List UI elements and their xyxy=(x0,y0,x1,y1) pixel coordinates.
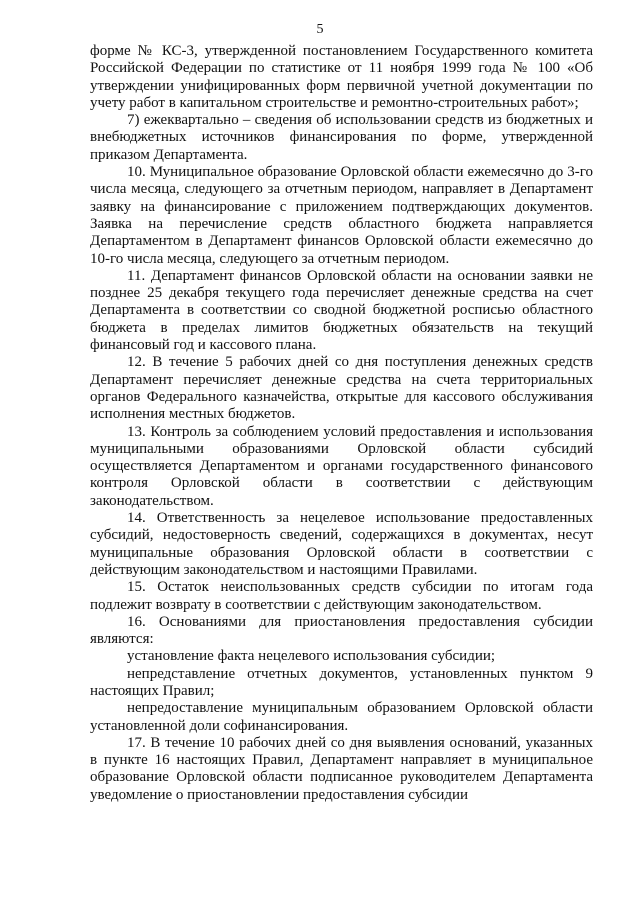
paragraph-clause-16-ground-3: непредоставление муниципальным образованием Орловской области установленной доли софинансирования. xyxy=(90,700,593,734)
paragraph-clause-17: 17. В течение 10 рабочих дней со дня выявления оснований, указанных в пункте 16 настоящих Правил, Департамент направляет в муниципальное образование Орловской области подписанное руководителем Департамента уведомление о приостановлении предоставления субсидии xyxy=(90,734,593,803)
paragraph-clause-11: 11. Департамент финансов Орловской области на основании заявки не позднее 25 декабря текущего года перечисляет денежные средства на счет Департамента в соответствии со сводной бюджетной росписью областного бюджета в пределах лимитов бюджетных обязательств на текущий финансовый год и кассового плана. xyxy=(90,267,593,354)
document-body xyxy=(90,43,593,804)
paragraph-clause-16: 16. Основаниями для приостановления предоставления субсидии являются: xyxy=(90,613,593,648)
paragraph-clause-12: 12. В течение 5 рабочих дней со дня поступления денежных средств Департамент перечисляет денежные средства на счета территориальных органов Федерального казначейства, открытые для кассового обслуживания исполнения местных бюджетов. xyxy=(90,354,593,423)
page-number: 5 xyxy=(316,22,324,37)
paragraph-clause-16-ground-1: установление факта нецелевого использования субсидии; xyxy=(127,648,496,665)
paragraph-item-7-quarterly: 7) ежеквартально – сведения об использовании средств из бюджетных и внебюджетных источников финансирования по форме, утвержденной приказом Департамента. xyxy=(90,112,593,163)
paragraph-clause-10: 10. Муниципальное образование Орловской области ежемесячно до 3-го числа месяца, следующего за отчетным периодом, направляет в Департамент заявку на финансирование с приложением подтверждающих документов. Заявка на перечисление средств областного бюджета направляется Департаментом в Департамент финансов Орловской области ежемесячно до 10-го числа месяца, следующего за отчетным периодом. xyxy=(90,164,593,267)
paragraph-clause-15: 15. Остаток неиспользованных средств субсидии по итогам года подлежит возврату в соответствии с действующим законодательством. xyxy=(90,579,593,613)
paragraph-clause-14: 14. Ответственность за нецелевое использование предоставленных субсидий, недостоверность сведений, содержащихся в документах, несут муниципальные образования Орловской области в соответствии с действующим законодательством и настоящими Правилами. xyxy=(90,510,593,578)
paragraph-clause-16-ground-2: непредставление отчетных документов, установленных пунктом 9 настоящих Правил; xyxy=(90,665,593,699)
paragraph-form-ks3-continuation: форме № КС-3, утвержденной постановлением Государственного комитета Российской Федерации по статистике от 11 ноября 1999 года № 100 «Об утверждении унифицированных форм первичной учетной документации по учету работ в капитальном строительстве и ремонтно-строительных работ»; xyxy=(90,43,593,111)
paragraph-clause-13: 13. Контроль за соблюдением условий предоставления и использования муниципальными образованиями Орловской области субсидий осуществляется Департаментом и органами государственного финансового контроля Орловской области в соответствии с действующим законодательством. xyxy=(90,423,593,509)
